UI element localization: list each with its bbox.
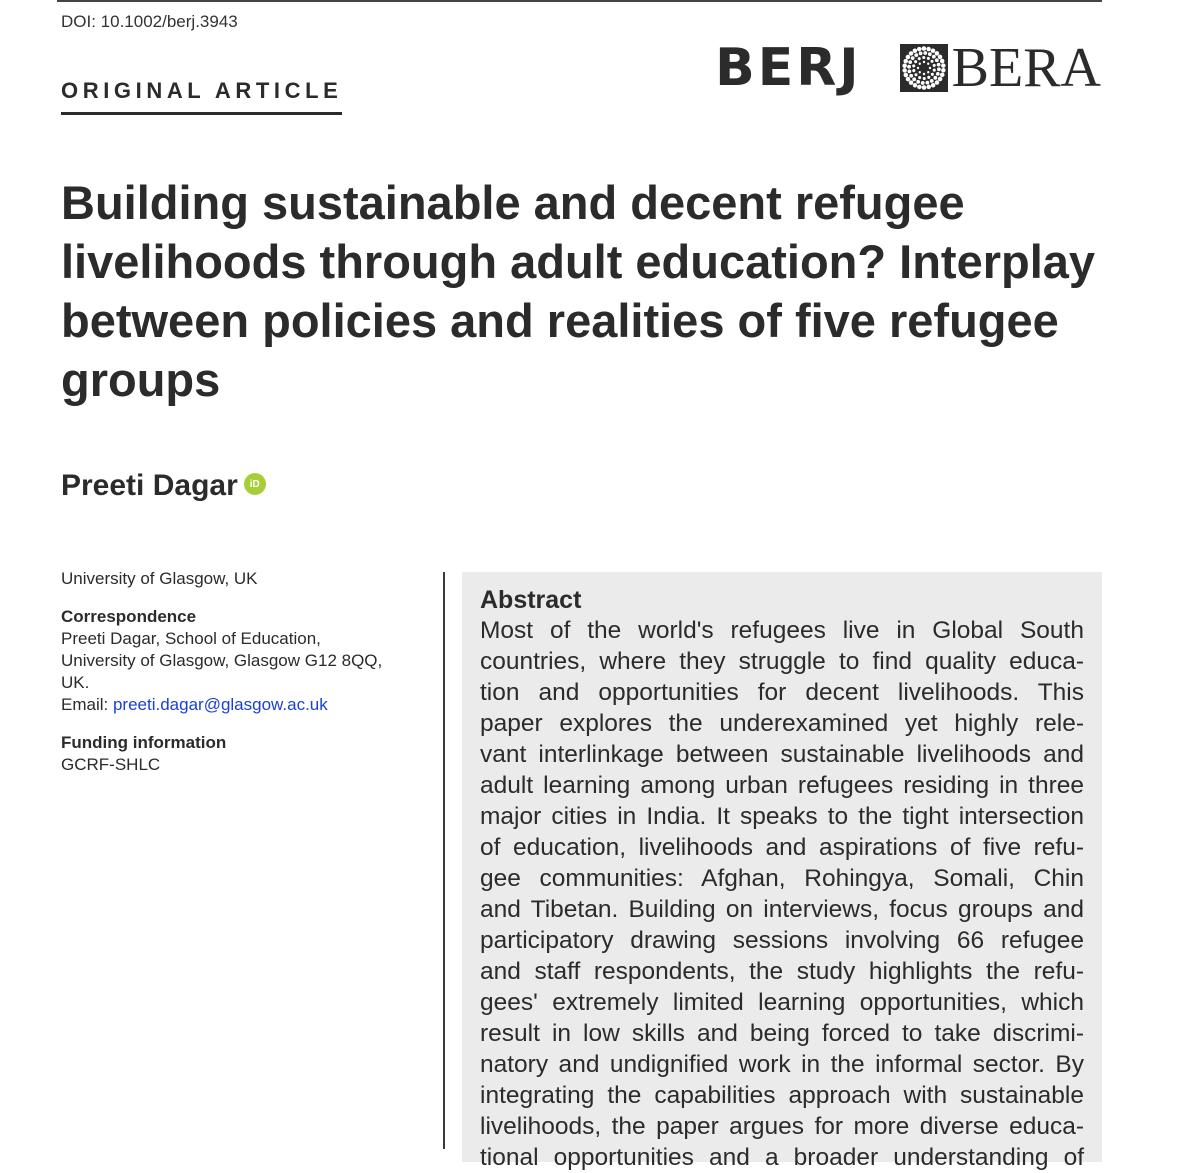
- abstract-line: and Tibetan. Building on interviews, focus groups and: [480, 896, 1084, 923]
- column-divider: [443, 572, 445, 1149]
- abstract-line: paper explores the underexamined yet highly rele-: [480, 710, 1084, 737]
- doi[interactable]: DOI: 10.1002/berj.3943: [61, 12, 238, 31]
- abstract-line: major cities in India. It speaks to the tight intersection: [480, 803, 1084, 830]
- abstract-line: integrating the capabilities approach with sustainable: [480, 1082, 1084, 1109]
- abstract-line: participatory drawing sessions involving 66 refugee: [480, 927, 1084, 954]
- abstract-line: livelihoods, the paper argues for more diverse educa-: [480, 1113, 1084, 1140]
- email-label: Email:: [61, 695, 113, 714]
- abstract-line: result in low skills and being forced to take discrimi-: [480, 1020, 1084, 1047]
- correspondence-block: [61, 606, 431, 716]
- correspondence-line: Preeti Dagar, School of Education,: [61, 629, 321, 648]
- abstract-line: natory and undignified work in the informal sector. By: [480, 1051, 1084, 1078]
- abstract-line: tion and opportunities for decent livelihoods. This: [480, 679, 1084, 706]
- abstract-heading: Abstract: [480, 586, 582, 614]
- orcid-icon[interactable]: iD: [244, 473, 266, 495]
- article-type-label: ORIGINAL ARTICLE: [61, 78, 342, 115]
- abstract-line: of education, livelihoods and aspirations of five refu-: [480, 834, 1084, 861]
- affiliation: University of Glasgow, UK: [61, 569, 258, 588]
- bera-logo-text: BERA: [951, 37, 1101, 99]
- correspondence-label: Correspondence: [61, 607, 197, 626]
- abstract-line: Most of the world's refugees live in Global South: [480, 617, 1084, 644]
- top-rule: [57, 0, 1102, 2]
- bera-starburst-icon: [900, 44, 948, 92]
- abstract-line: gee communities: Afghan, Rohingya, Somali, Chin: [480, 865, 1084, 892]
- article-title: Building sustainable and decent refugee livelihoods through adult education? Interplay between policies and realities of five refugee groups: [61, 176, 1096, 406]
- funding-value: GCRF-SHLC: [61, 755, 161, 774]
- abstract-line: adult learning among urban refugees residing in three: [480, 772, 1084, 799]
- abstract-text: [480, 615, 1084, 1173]
- abstract-line: and staff respondents, the study highlights the refu-: [480, 958, 1084, 985]
- funding-label: Funding information: [61, 733, 227, 752]
- correspondence-line: University of Glasgow, Glasgow G12 8QQ,: [61, 651, 383, 670]
- abstract-box: [462, 572, 1102, 1171]
- correspondence-line: UK.: [61, 673, 90, 692]
- abstract-line: vant interlinkage between sustainable livelihoods and: [480, 741, 1084, 768]
- email-line: [61, 694, 431, 716]
- journal-logos: [715, 37, 1101, 99]
- email-link[interactable]: preeti.dagar@glasgow.ac.uk: [112, 695, 328, 714]
- abstract-line: gees' extremely limited learning opportunities, which: [480, 989, 1084, 1016]
- abstract-line: tional opportunities and a broader understanding of: [480, 1144, 1084, 1171]
- author-name[interactable]: Preeti Dagar: [61, 469, 238, 502]
- funding-block: [61, 732, 431, 776]
- author-line: [61, 469, 266, 503]
- berj-logo: BERJ: [715, 38, 862, 98]
- article-info-sidebar: [61, 568, 431, 792]
- abstract-line: countries, where they struggle to find quality educa-: [480, 648, 1084, 675]
